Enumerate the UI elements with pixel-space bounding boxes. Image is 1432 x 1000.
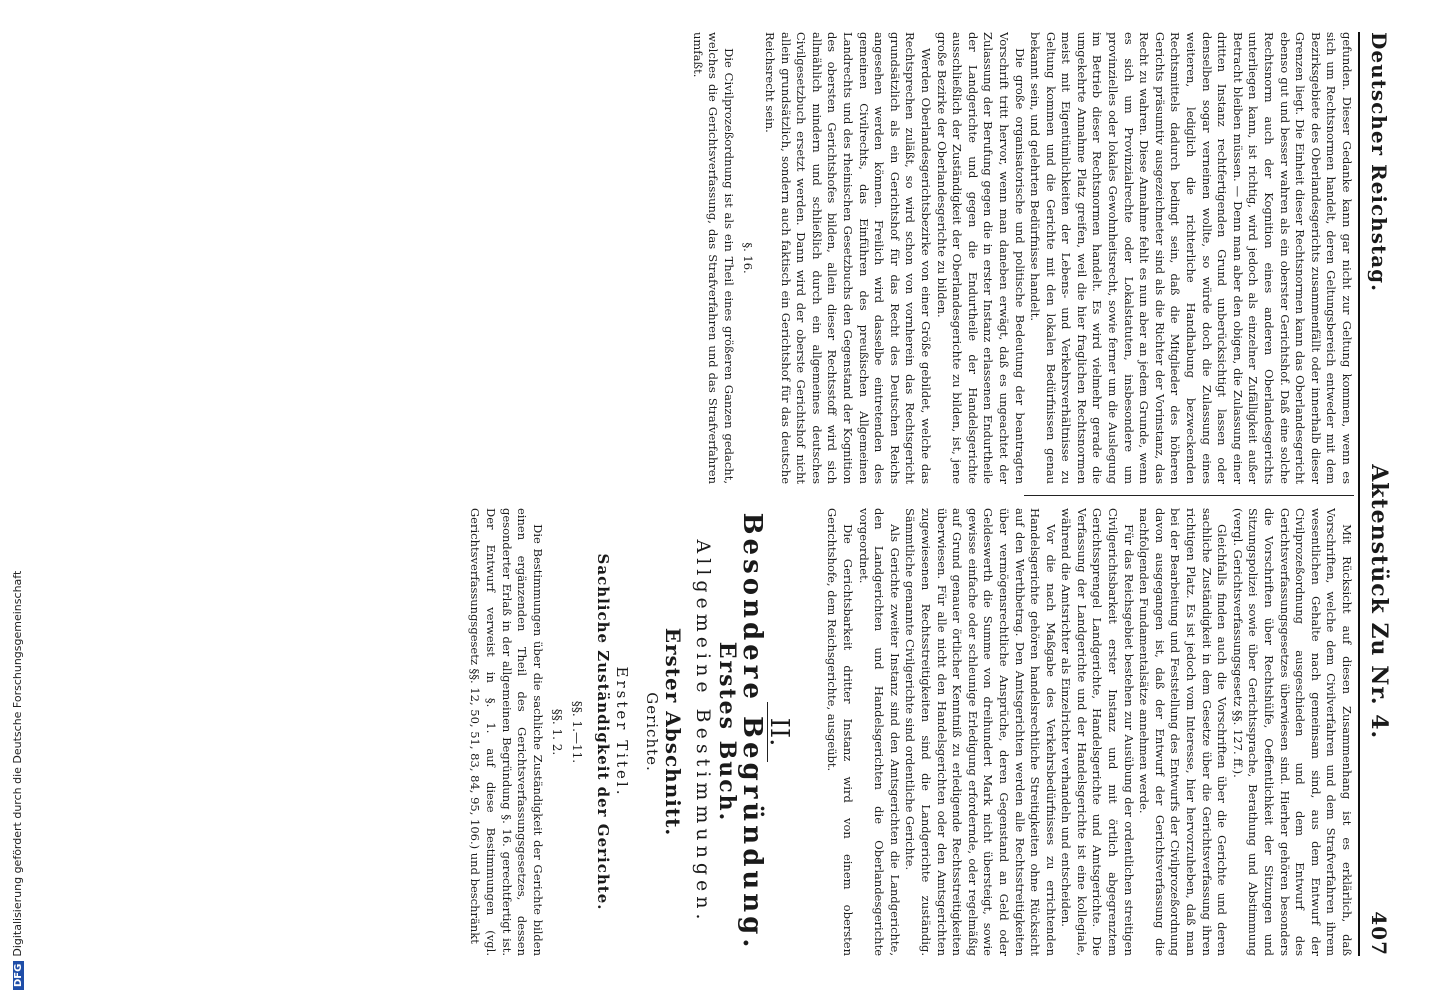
titel-heading: Erster Titel. [613, 666, 632, 798]
left-paragraph: Die Civilprozeßordnung ist als ein Theil eines größeren Ganzen gedacht, welches die Gerichtsverfassung, das Strafverfahren und das Strafverfahren umfaßt. [690, 32, 736, 484]
right-column [116, 508, 1354, 956]
book-title: Erstes Buch. [713, 641, 740, 823]
right-paragraph: Die Bestimmungen über die sachliche Zuständigkeit der Gerichte bilden einen ergänzenden Theil des Gerichtsverfassungsgesetzes, dessen gesonderter Erlaß in der allgemeinen Begründung §. 16. gerechtfertigt ist. Der Entwurf verweist in §. 1. auf diese Bestimmungen (vgl. Gerichtsverfassungsgesetz §§. 12, 50, 51, 83, 84, 95, 106.) und beschränkt [468, 508, 545, 956]
dfg-logo: DFG [13, 961, 24, 990]
part-numeral: II. [763, 717, 794, 747]
right-paragraph: Vor die nach Maßgabe des Verkehrsbedürfnisses zu errichtenden Handelsgerichte gehören handelsrechtliche Streitigkeiten ohne Rücksicht auf den Werthbetrag. Den Amtsgerichten werden alle Rechtsstreitigkeiten über vermögensrechtliche Ansprüche, deren Gegenstand an Geld oder Geldeswerth die Summe von dreihundert Mark nicht übersteigt, sowie gewisse einfache oder schleunige Erledigung erfordernde, oder regelmäßig auf Grund genauer örtlicher Kenntniß zu erledigende Rechtsstreitigkeiten überwiesen. Für alle nicht den Handelsgerichten oder den Amtsgerichten zugewiesenen Rechtsstreitigkeiten sind die Landgerichte zuständig. Sämmtliche genannte Civilgerichte sind ordentliche Gerichte. [903, 508, 1058, 956]
book-subtitle: Allgemeine Bestimmungen. [692, 539, 715, 925]
digitization-credit [11, 571, 24, 990]
right-paragraph: Mit Rücksicht auf diesen Zusammenhang ist es erklärlich, daß Vorschriften, welche dem Civilverfahren und dem Strafverfahren ihrem wesentlichen Gehalte nach gemeinsam sind, aus dem Entwurf der Civilprozeßordnung ausgeschieden und dem Entwurf des Gerichtsverfassungsgesetzes überwiesen sind. Hierher gehören besonders die Vorschriften über Rechtshülfe, Oeffentlichkeit der Sitzungen und Sitzungspolizei sowie über Gerichtssprache, Berathung und Abstimmung (vergl. Gerichtsverfassungsgesetz §§. 127. ff.). [1230, 508, 1354, 956]
right-paragraph: Gleichfalls finden auch die Vorschriften über die Gerichte und deren sachliche Zuständigkeit in dem Gesetze über die Gerichtsverfassung ihren richtigen Platz. Es ist jedoch vom Interesse, hier hervorzuheben, daß man bei der Bearbeitung und Feststellung des Entwurfs der Civilprozeßordnung davon ausgegangen ist, daß der Entwurf der Gerichtsverfassung die nachfolgenden Fundamentalsätze annehmen werde. [1137, 508, 1230, 956]
scanned-page-viewport [116, 22, 1396, 966]
page-number: 407 [1367, 911, 1391, 956]
left-paragraph: Die große organisatorische und politische Bedeutung der beantragten Vorschrift tritt hervor, wenn man daneben erwägt, daß es ungeachtet der Zulassung der Berufung gegen die in erster Instanz erlassenen Endurtheile der Landgerichte und gegen die Endurtheile der Handelsgerichte ausschließlich der Zuständigkeit der Oberlandesgerichte zu bilden, ist, jene große Bezirke der Oberlandesgerichte zu bilden. [934, 32, 1027, 484]
right-paragraph: Die Gerichtsbarkeit dritter Instanz wird von einem obersten Gerichtshofe, dem Reichsgerichte, ausgeübt. [825, 508, 855, 956]
section-title: Besondere Begründung. [737, 512, 768, 952]
scanned-page [116, 22, 1396, 966]
header-left-title: Deutscher Reichstag. [1367, 32, 1391, 293]
page-header [1362, 32, 1396, 956]
left-column [116, 32, 1354, 484]
section-number: §. 16. [741, 242, 756, 274]
side-margin [0, 0, 22, 1000]
right-paragraph: Für das Reichsgebiet bestehen zur Ausübung der ordentlichen streitigen Civilgerichtsbarkeit erster Instanz und mit örtlich abgegrenztem Gerichtssprengel Landgerichte, Handelsgerichte und Amtsgerichte. Die Verfassung der Landgerichte und der Handelsgerichte ist eine kollegiale, während die Amtsrichter als Einzelrichter verhandeln und entscheiden. [1059, 508, 1136, 956]
header-center-title: Aktenstück Zu Nr. 4. [1366, 464, 1392, 740]
right-paragraph: Als Gerichte zweiter Instanz sind den Amtsgerichten die Landgerichte, den Landgerichten und Handelsgerichten die Oberlandesgerichte vorgeordnet. [856, 508, 902, 956]
paragraph-ref: §§. 1. 2. [550, 708, 565, 756]
left-paragraph: gefunden. Dieser Gedanke kann gar nicht zur Geltung kommen, wenn es sich um Rechtsnormen handelt, deren Geltungsbereich entweder mit dem Bezirksgebiete des Oberlandesgerichts zusammenfällt oder innerhalb dieser Grenzen liegt. Die Einheit dieser Rechtsnormen kann das Oberlandesgericht ebenso gut und besser wahren als ein oberster Gerichtshof. Daß eine solche Rechtsnorm auch der Kognition eines anderen Oberlandesgerichts unterliegen kann, ist richtig, wird jedoch als einzelner Zufälligkeit außer Betracht bleiben müssen. — Denn man aber den obigen, die Zulassung einer dritten Instanz rechtfertigenden Grund unberücksichtigt lassen oder denselben sogar verneinen wollte, so würde doch die Zulassung eines weiteren, lediglich die richterliche Handhabung bezweckenden Rechtsmittels dadurch bedingt sein, daß die Mitglieder des höheren Gerichts präsumtiv ausgezeichneter sind als die Richter der Vorinstanz, das Recht zu wahren. Diese Annahme fehlt es nun aber an jedem Grunde, wenn es sich um Provinzialrechte oder Lokalstatuten, insbesondere um provinzielles oder lokales Gewohnheitsrecht, sowie ferner um die Auslegung im Betrieb dieser Rechtsnormen handelt. Es wird vielmehr gerade die umgekehrte Annahme Platz greifen, weil die hier fraglichen Rechtsnormen meist mit Eigentümlichkeiten der Lebens- und Verkehrsverhältnisse zu Geltung kommen und die Gerichte mit den lokalen Bedürfnissen genau bekannt sein, und gelehrten Bedürfnisse handelt. [1028, 32, 1354, 484]
zustaendigkeit-heading: Sachliche Zuständigkeit der Gerichte. [593, 553, 612, 911]
paragraph-range: §§. 1.—11. [570, 700, 585, 764]
header-rule [1358, 32, 1360, 956]
column-divider [1024, 495, 1354, 496]
abschnitt-title: Erster Abschnitt. [661, 627, 686, 837]
left-paragraph: Werden Oberlandesgerichtsbezirke von einer Größe gebildet, welche das Rechtsprechen zuläßt, so wird schon von vornherein das Rechtsgericht grundsätzlich als ein Gerichtshof für das Recht des Deutschen Reichs angesehen werden können. Freilich wird dasselbe eintretenden des gemeinen Civilrechts, das Einführen des preußischen Allgemeinen Landrechts und des rheinischen Gesetzbuchs den Gegenstand der Kognition des obersten Gerichtshofes bilden, allein dieser Rechtsstoff wird sich allmählich mindern und schließlich durch ein allgemeines deutsches Civilgesetzbuch ersetzt werden. Dann wird der oberste Gerichtshof nicht allein grundsätzlich, sondern auch faktisch ein Gerichtshof für das deutsche Reichsrecht sein. [763, 32, 933, 484]
credit-text: Digitalisierung gefördert durch die Deutsche Forschungsgemeinschaft [11, 570, 24, 957]
gerichte-title: Gerichte. [642, 692, 661, 772]
